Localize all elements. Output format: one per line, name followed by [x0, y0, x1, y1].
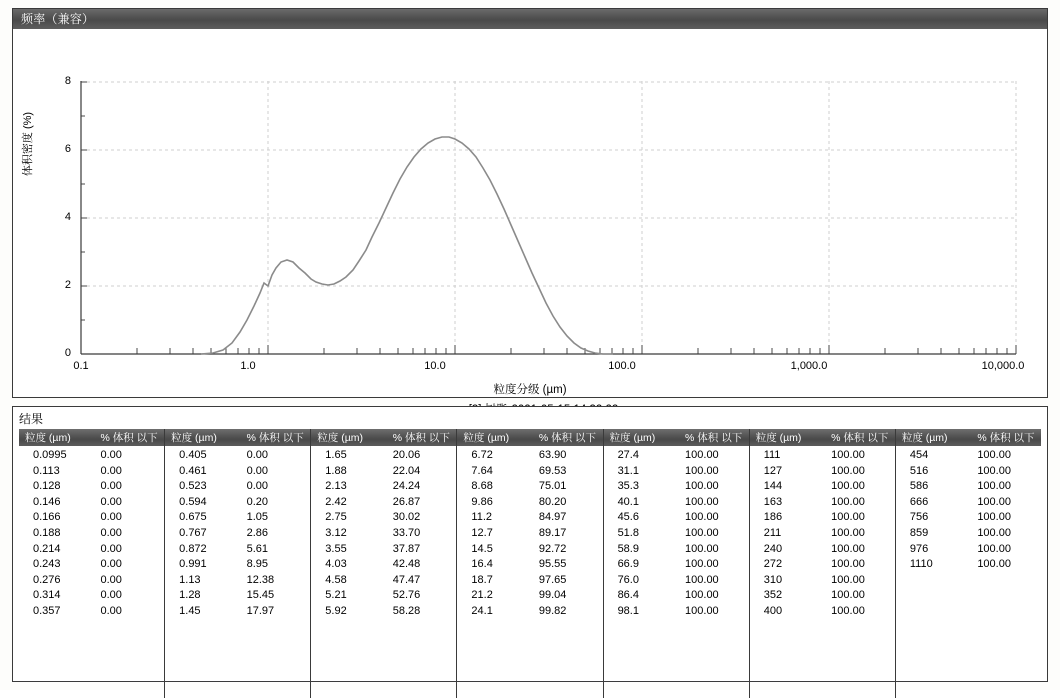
cell-under: 69.53 [538, 464, 567, 477]
table-row [604, 588, 749, 604]
table-row [750, 573, 895, 589]
table-row [311, 495, 456, 511]
column-body [896, 446, 1041, 698]
table-row [750, 479, 895, 495]
cell-under: 100.00 [685, 495, 719, 508]
cell-under: 100.00 [831, 511, 865, 524]
cell-size: 21.2 [471, 589, 493, 602]
x-tick-1: 1.0 [240, 360, 256, 372]
column-header [896, 429, 1041, 446]
table-row [457, 573, 602, 589]
cell-size: 400 [763, 604, 783, 617]
cell-size: 14.5 [471, 542, 493, 555]
cell-under: 84.97 [538, 511, 567, 524]
table-row [896, 510, 1041, 526]
header-under: % 体积 以下 [246, 432, 304, 444]
cell-under: 30.02 [392, 511, 421, 524]
cell-size: 186 [763, 511, 783, 524]
table-row [896, 542, 1041, 558]
cell-under: 0.00 [100, 526, 122, 539]
cell-size: 3.12 [325, 526, 347, 539]
table-row [19, 448, 164, 464]
cell-under: 0.00 [100, 589, 122, 602]
cell-under: 100.00 [831, 558, 865, 571]
results-column-3 [310, 429, 456, 698]
table-row [457, 448, 602, 464]
cell-size: 240 [763, 542, 783, 555]
cell-size: 51.8 [617, 526, 639, 539]
cell-under: 100.00 [685, 604, 719, 617]
cell-size: 0.214 [33, 542, 61, 555]
table-row [750, 542, 895, 558]
cell-under: 100.00 [685, 589, 719, 602]
cell-size: 0.767 [179, 526, 207, 539]
density-curve [201, 137, 613, 354]
table-row [19, 573, 164, 589]
cell-under: 0.00 [100, 464, 122, 477]
cell-size: 5.92 [325, 604, 347, 617]
table-row [19, 557, 164, 573]
header-size: 粒度 (µm) [317, 432, 363, 444]
x-tick-2: 10.0 [424, 360, 446, 372]
table-row [604, 542, 749, 558]
cell-size: 0.113 [33, 464, 60, 477]
cell-size: 0.166 [33, 511, 61, 524]
table-row [311, 448, 456, 464]
results-title: 结果 [19, 412, 44, 426]
header-size: 粒度 (µm) [609, 432, 656, 444]
table-row [165, 588, 310, 604]
table-row [165, 510, 310, 526]
cell-under: 100.00 [977, 495, 1011, 508]
cell-size: 66.9 [617, 558, 639, 571]
header-under: % 体积 以下 [538, 432, 597, 444]
header-under: % 体积 以下 [685, 432, 743, 444]
cell-size: 45.6 [617, 511, 639, 524]
table-row [311, 557, 456, 573]
header-under: % 体积 以下 [392, 432, 450, 444]
cell-under: 100.00 [685, 573, 719, 586]
results-column-2 [164, 429, 310, 698]
table-row [311, 604, 456, 620]
column-header [750, 429, 895, 446]
results-column-5 [603, 429, 749, 698]
cell-under: 100.00 [831, 604, 865, 617]
cell-under: 0.00 [100, 480, 122, 493]
cell-under: 22.04 [392, 464, 421, 477]
table-row [165, 464, 310, 480]
cell-size: 76.0 [617, 573, 639, 586]
cell-size: 0.146 [33, 495, 61, 508]
cell-under: 100.00 [977, 542, 1011, 555]
cell-under: 100.00 [685, 480, 719, 493]
cell-size: 0.243 [33, 558, 61, 571]
cell-size: 0.314 [33, 589, 61, 602]
table-row [604, 557, 749, 573]
plot-area [13, 29, 1047, 397]
cell-under: 1.05 [246, 511, 269, 524]
cell-size: 98.1 [617, 604, 639, 617]
column-body [165, 446, 310, 698]
cell-size: 11.2 [471, 511, 493, 524]
cell-size: 9.86 [471, 495, 493, 508]
cell-size: 16.4 [471, 558, 493, 571]
cell-under: 100.00 [831, 573, 865, 586]
table-row [311, 588, 456, 604]
table-row [19, 526, 164, 542]
cell-size: 1.88 [325, 464, 347, 477]
table-row [896, 448, 1041, 464]
table-row [604, 448, 749, 464]
cell-size: 12.7 [471, 526, 493, 539]
cell-size: 31.1 [617, 464, 639, 477]
cell-under: 100.00 [831, 542, 865, 555]
table-row [19, 542, 164, 558]
table-row [896, 495, 1041, 511]
table-row [311, 573, 456, 589]
cell-size: 0.523 [179, 480, 207, 493]
table-row [896, 557, 1041, 573]
cell-under: 92.72 [538, 542, 567, 555]
cell-under: 0.00 [100, 495, 122, 508]
cell-size: 3.55 [325, 542, 347, 555]
cell-size: 0.276 [33, 573, 61, 586]
cell-size: 0.357 [33, 604, 61, 617]
table-row [896, 526, 1041, 542]
table-row [19, 464, 164, 480]
header-size: 粒度 (µm) [901, 432, 948, 444]
table-row [750, 588, 895, 604]
table-row [165, 542, 310, 558]
results-panel [12, 406, 1048, 682]
table-row [604, 604, 749, 620]
cell-under: 5.61 [246, 542, 269, 555]
table-row [311, 479, 456, 495]
cell-under: 100.00 [685, 511, 719, 524]
table-row [750, 510, 895, 526]
y-tick-4: 4 [64, 211, 71, 223]
cell-under: 100.00 [685, 449, 719, 461]
cell-size: 310 [763, 573, 783, 586]
cell-size: 516 [909, 464, 929, 477]
cell-under: 100.00 [831, 480, 865, 493]
cell-size: 0.0995 [33, 449, 67, 461]
cell-size: 1.13 [179, 573, 201, 586]
table-row [750, 526, 895, 542]
header-under: % 体积 以下 [100, 432, 158, 444]
table-row [896, 479, 1041, 495]
cell-size: 111 [763, 449, 781, 461]
cell-under: 0.00 [100, 511, 122, 524]
cell-size: 127 [763, 464, 783, 477]
table-row [750, 557, 895, 573]
table-row [750, 495, 895, 511]
cell-under: 100.00 [685, 542, 719, 555]
cell-size: 1.65 [325, 449, 347, 461]
table-row [604, 464, 749, 480]
cell-size: 27.4 [617, 449, 639, 461]
cell-size: 1.45 [179, 604, 201, 617]
cell-size: 859 [909, 526, 929, 539]
cell-size: 6.72 [471, 449, 493, 461]
x-tick-4: 1,000.0 [790, 360, 828, 372]
table-row [165, 573, 310, 589]
column-body [311, 446, 456, 698]
cell-under: 0.00 [100, 604, 122, 617]
cell-size: 2.42 [325, 495, 347, 508]
cell-under: 52.76 [392, 589, 421, 602]
column-header [165, 429, 310, 446]
cell-under: 100.00 [831, 495, 865, 508]
table-row [604, 479, 749, 495]
cell-under: 100.00 [685, 464, 719, 477]
cell-under: 20.06 [392, 449, 421, 461]
y-tick-8: 8 [64, 75, 71, 87]
cell-under: 100.00 [977, 480, 1011, 493]
cell-size: 0.594 [179, 495, 207, 508]
cell-under: 100.00 [831, 526, 865, 539]
cell-under: 0.00 [100, 542, 122, 555]
cell-under: 99.04 [538, 589, 567, 602]
table-row [457, 510, 602, 526]
cell-size: 4.58 [325, 573, 347, 586]
table-row [311, 526, 456, 542]
results-grid [13, 429, 1047, 698]
table-row [165, 479, 310, 495]
cell-under: 2.86 [246, 526, 269, 539]
header-under: % 体积 以下 [977, 432, 1035, 444]
cell-size: 454 [909, 449, 929, 461]
header-size: 粒度 (µm) [171, 432, 217, 444]
cell-under: 100.00 [977, 464, 1011, 477]
cell-size: 4.03 [325, 558, 347, 571]
table-row [457, 542, 602, 558]
table-row [311, 510, 456, 526]
table-row [604, 526, 749, 542]
cell-under: 97.65 [538, 573, 567, 586]
frequency-chart-panel [12, 8, 1048, 398]
cell-size: 86.4 [617, 589, 639, 602]
table-row [165, 526, 310, 542]
cell-under: 37.87 [392, 542, 421, 555]
cell-under: 47.47 [392, 573, 421, 586]
cell-under: 0.00 [246, 480, 269, 493]
cell-under: 100.00 [831, 589, 865, 602]
cell-size: 1.28 [179, 589, 201, 602]
table-row [165, 604, 310, 620]
cell-under: 12.38 [246, 573, 275, 586]
table-row [457, 557, 602, 573]
cell-size: 5.21 [325, 589, 347, 602]
cell-under: 15.45 [246, 589, 275, 602]
cell-size: 0.405 [179, 449, 207, 461]
cell-size: 0.675 [179, 511, 207, 524]
cell-size: 0.991 [179, 558, 207, 571]
cell-under: 75.01 [538, 480, 567, 493]
x-tick-0: 0.1 [73, 360, 89, 372]
cell-under: 0.00 [100, 558, 122, 571]
cell-size: 976 [909, 542, 929, 555]
cell-under: 99.82 [538, 604, 567, 617]
cell-under: 0.00 [100, 449, 122, 461]
cell-size: 144 [763, 480, 783, 493]
column-header [457, 429, 602, 446]
column-header [19, 429, 164, 446]
cell-size: 0.872 [179, 542, 207, 555]
cell-size: 0.128 [33, 480, 61, 493]
cell-size: 163 [763, 495, 783, 508]
cell-under: 100.00 [831, 449, 865, 461]
table-row [19, 495, 164, 511]
table-row [19, 604, 164, 620]
table-row [750, 448, 895, 464]
table-row [165, 495, 310, 511]
cell-size: 58.9 [617, 542, 639, 555]
cell-size: 272 [763, 558, 783, 571]
table-row [457, 526, 602, 542]
cell-under: 63.90 [538, 449, 567, 461]
cell-under: 0.00 [100, 573, 122, 586]
table-row [165, 448, 310, 464]
cell-under: 100.00 [977, 449, 1011, 461]
column-header [604, 429, 749, 446]
cell-under: 100.00 [831, 464, 865, 477]
cell-under: 100.00 [685, 558, 719, 571]
cell-size: 35.3 [617, 480, 639, 493]
cell-under: 89.17 [538, 526, 567, 539]
table-row [457, 479, 602, 495]
results-column-7 [895, 429, 1041, 698]
cell-under: 100.00 [685, 526, 719, 539]
table-row [165, 557, 310, 573]
cell-under: 42.48 [392, 558, 421, 571]
cell-size: 0.461 [179, 464, 207, 477]
table-row [19, 588, 164, 604]
cell-size: 586 [909, 480, 929, 493]
cell-under: 0.20 [246, 495, 269, 508]
cell-under: 0.00 [246, 449, 269, 461]
cell-size: 756 [909, 511, 929, 524]
plot-svg [13, 29, 1047, 397]
column-header [311, 429, 456, 446]
cell-size: 8.68 [471, 480, 493, 493]
y-tick-6: 6 [64, 143, 71, 155]
table-row [311, 542, 456, 558]
cell-size: 0.188 [33, 526, 61, 539]
table-row [896, 464, 1041, 480]
cell-under: 58.28 [392, 604, 421, 617]
table-row [19, 479, 164, 495]
table-row [604, 510, 749, 526]
cell-size: 18.7 [471, 573, 493, 586]
cell-size: 2.75 [325, 511, 347, 524]
header-size: 粒度 (µm) [755, 432, 802, 444]
cell-under: 100.00 [977, 558, 1011, 571]
cell-size: 352 [763, 589, 783, 602]
column-body [750, 446, 895, 698]
cell-size: 1110 [909, 558, 933, 571]
table-row [457, 464, 602, 480]
table-row [457, 588, 602, 604]
cell-under: 8.95 [246, 558, 269, 571]
cell-size: 40.1 [617, 495, 639, 508]
y-tick-2: 2 [64, 279, 71, 291]
results-column-4 [456, 429, 602, 698]
cell-under: 26.87 [392, 495, 421, 508]
table-row [604, 495, 749, 511]
cell-under: 17.97 [246, 604, 275, 617]
header-size: 粒度 (µm) [25, 432, 71, 444]
x-tick-5: 10,000.0 [981, 360, 1025, 372]
table-row [457, 495, 602, 511]
results-column-6 [749, 429, 895, 698]
chart-panel-title: 频率（兼容） [13, 9, 1047, 29]
table-row [604, 573, 749, 589]
y-axis-title-text: 体积密度 (%) [22, 111, 34, 177]
cell-size: 666 [909, 495, 929, 508]
cell-under: 100.00 [977, 511, 1011, 524]
table-row [311, 464, 456, 480]
header-size: 粒度 (µm) [463, 432, 510, 444]
y-tick-0: 0 [64, 347, 71, 359]
column-body [457, 446, 602, 698]
header-under: % 体积 以下 [831, 432, 889, 444]
cell-size: 7.64 [471, 464, 493, 477]
column-body [604, 446, 749, 698]
table-row [750, 464, 895, 480]
cell-under: 24.24 [392, 480, 421, 493]
cell-under: 33.70 [392, 526, 421, 539]
table-row [19, 510, 164, 526]
cell-size: 24.1 [471, 604, 493, 617]
cell-under: 80.20 [538, 495, 567, 508]
cell-under: 95.55 [538, 558, 567, 571]
x-tick-3: 100.0 [608, 360, 636, 372]
cell-size: 211 [763, 526, 782, 539]
cell-size: 2.13 [325, 480, 347, 493]
cell-under: 0.00 [246, 464, 269, 477]
column-body [19, 446, 164, 698]
table-row [750, 604, 895, 620]
results-column-1 [19, 429, 164, 698]
table-row [457, 604, 602, 620]
cell-under: 100.00 [977, 526, 1011, 539]
x-axis-title: 粒度分级 (µm) [493, 384, 567, 396]
